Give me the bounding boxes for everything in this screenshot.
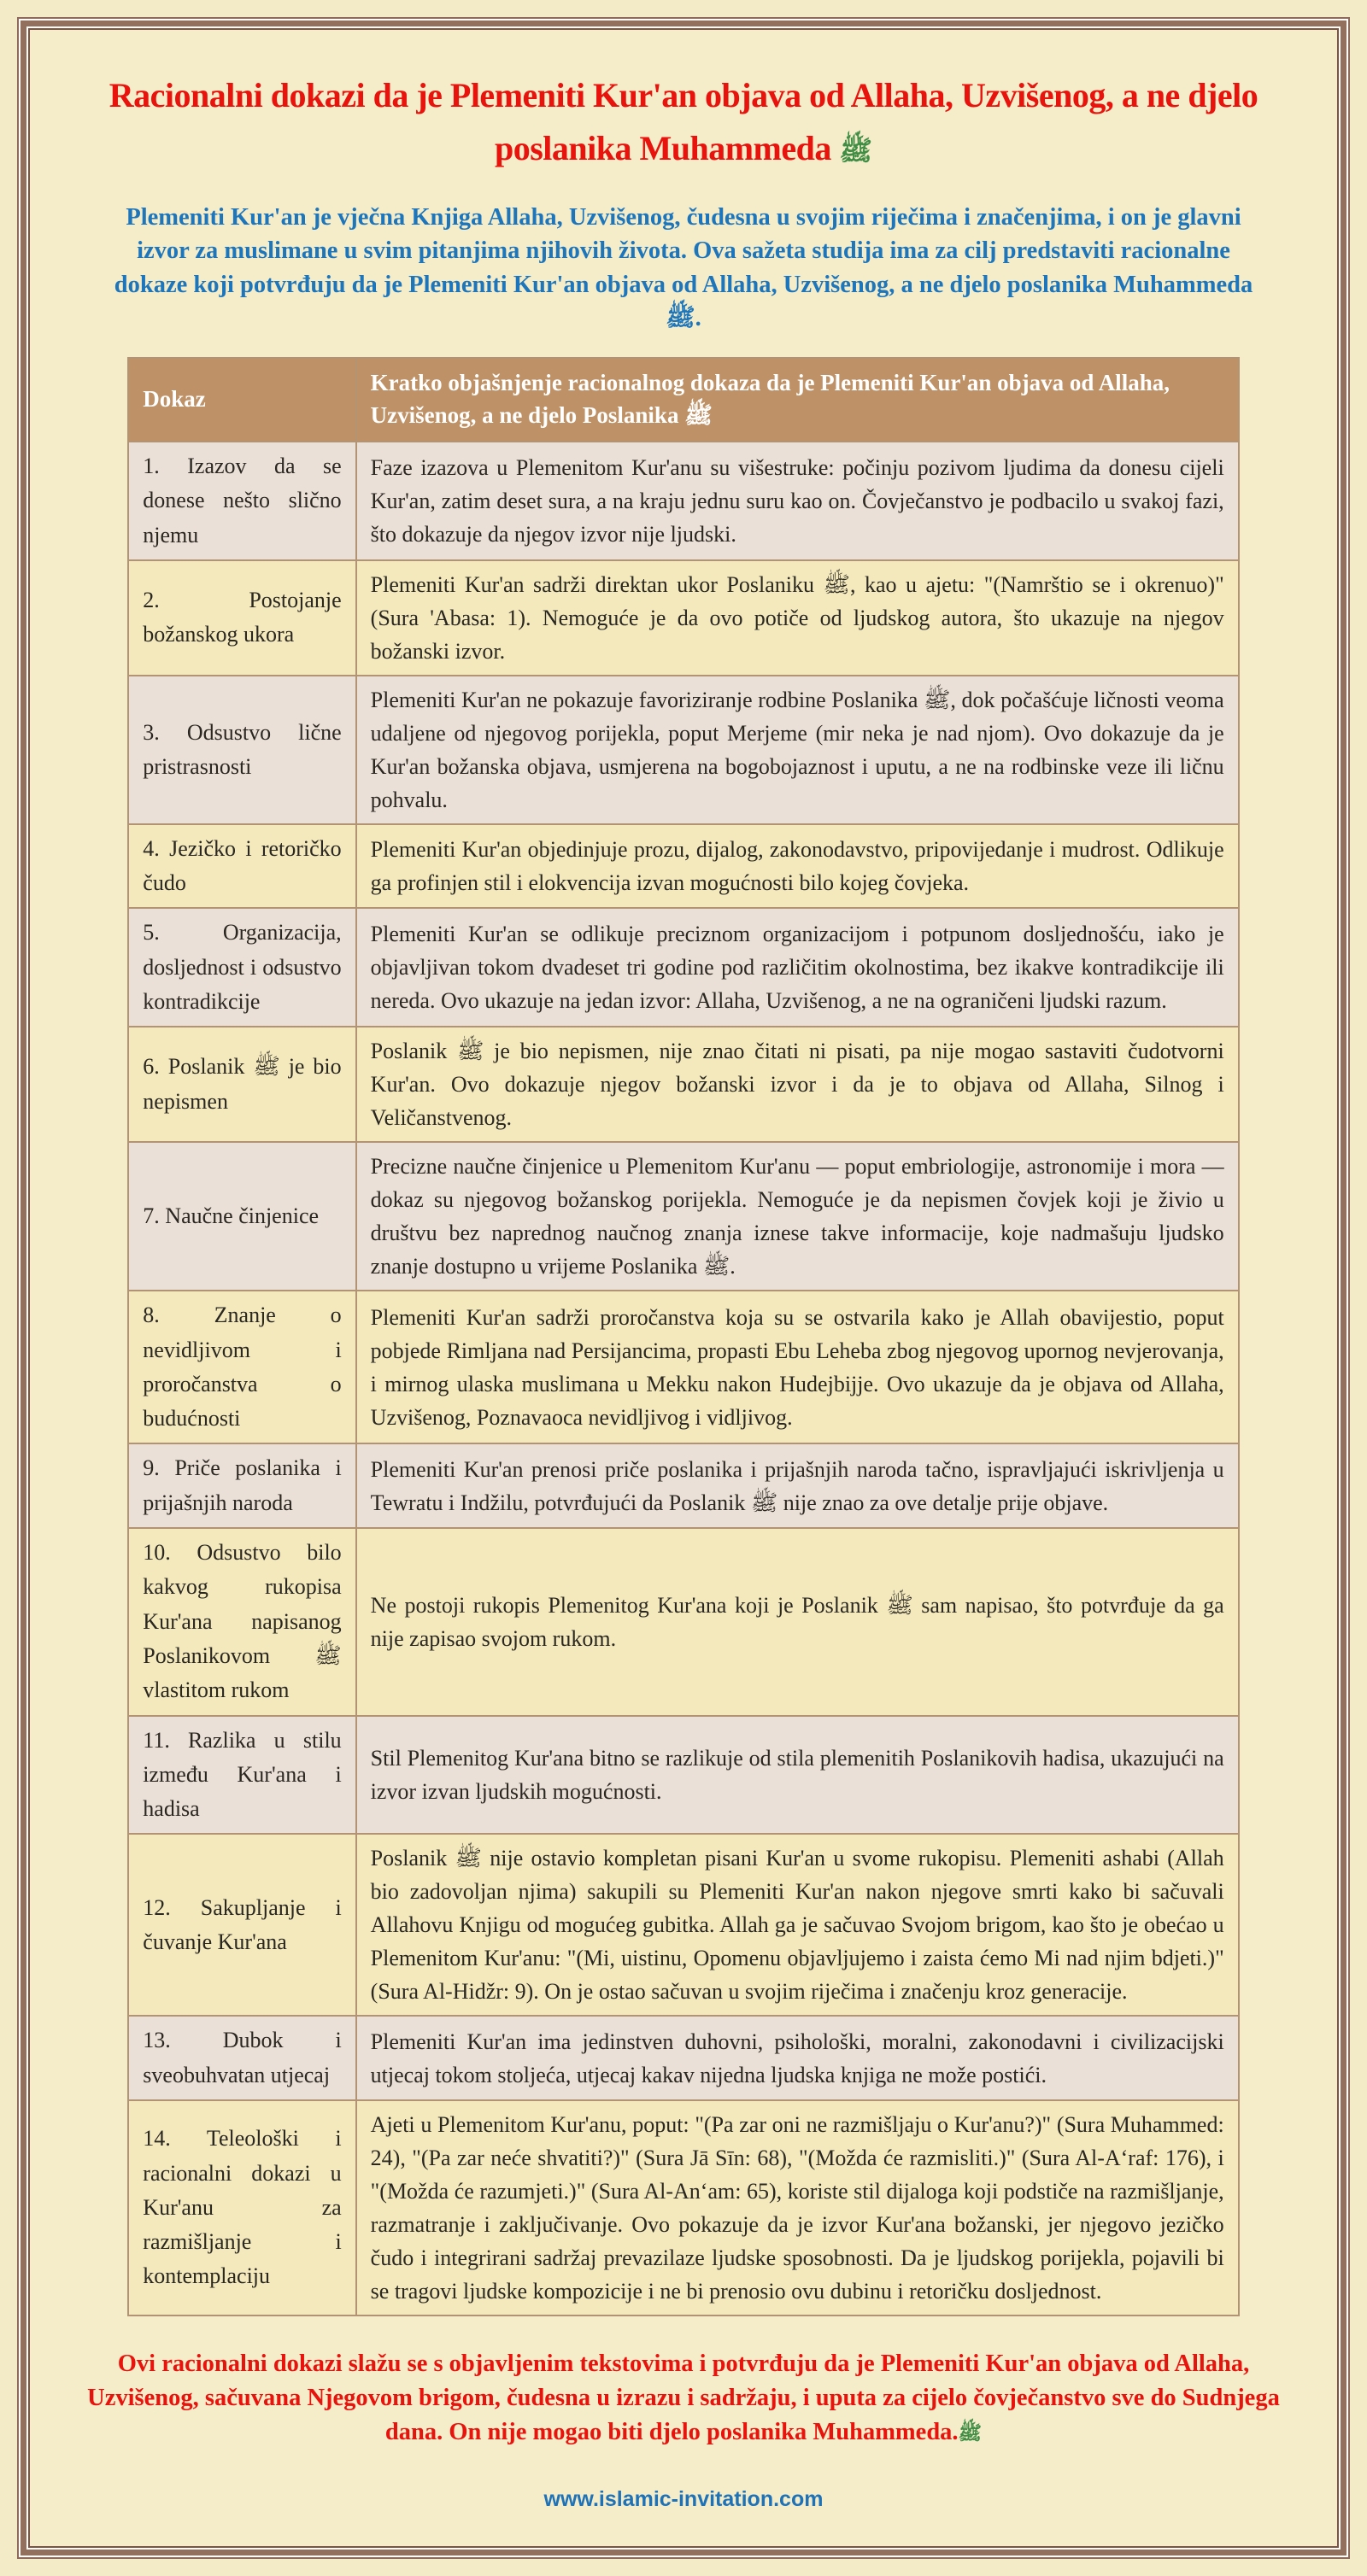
table-row xyxy=(128,2100,1238,2315)
website-link[interactable]: www.islamic-invitation.com xyxy=(543,2486,824,2511)
proof-explanation: Plemeniti Kur'an se odlikuje preciznom organizacijom i potpunom dosljednošću, iako je objavljivan tokom dvadeset tri godine pod različitim okolnostima, bez ikakve kontradikcije ili nereda. Ovo ukazuje na jedan izvor: Allaha, Uzvišenog, a ne na ograničeni ljudski razum. xyxy=(356,908,1239,1027)
proofs-table xyxy=(127,357,1239,2316)
proof-name: 8. Znanje o nevidljivom i proročanstva o budućnosti xyxy=(128,1291,355,1443)
proof-name: 6. Poslanik ﷺ je bio nepismen xyxy=(128,1027,355,1142)
decorative-border-thick xyxy=(21,20,1346,2556)
proof-name: 12. Sakupljanje i čuvanje Kur'ana xyxy=(128,1834,355,2016)
proof-name: 3. Odsustvo lične pristrasnosti xyxy=(128,676,355,824)
table-row xyxy=(128,1834,1238,2016)
table-row xyxy=(128,1142,1238,1291)
table-row xyxy=(128,676,1238,824)
decorative-border-gap xyxy=(19,19,1348,2557)
pbuh-calligraphy-icon: ﷺ xyxy=(958,2421,983,2444)
proof-explanation: Plemeniti Kur'an objedinjuje prozu, dijalog, zakonodavstvo, pripovijedanje i mudrost. Odlikuje ga profinjen stil i elokvencija izvan mogućnosti bilo kojeg čovjeka. xyxy=(356,824,1239,909)
intro-paragraph: Plemeniti Kur'an je vječna Knjiga Allaha, Uzvišenog, čudesna u svojim riječima i značenjima, i on je glavni izvor za muslimane u svim pitanjima njihovih života. Ova sažeta studija ima za cilj predstaviti racionalne dokaze koji potvrđuju da je Plemeniti Kur'an objava od Allaha, Uzvišenog, a ne djelo poslanika Muhammeda ﷺ. xyxy=(114,204,1253,331)
column-header-explanation: Kratko objašnjenje racionalnog dokaza da je Plemeniti Kur'an objava od Allaha, Uzvišenog, a ne djelo Poslanika ﷺ xyxy=(356,358,1239,442)
proof-explanation: Plemeniti Kur'an sadrži direktan ukor Poslaniku ﷺ, kao u ajetu: "(Namrštio se i okrenuo)" (Sura 'Abasa: 1). Nemoguće je da ovo potiče od ljudskog autora, što ukazuje na njegov božanski izvor. xyxy=(356,560,1239,676)
proof-explanation: Plemeniti Kur'an ima jedinstven duhovni, psihološki, moralni, zakonodavni i civilizacijski utjecaj tokom stoljeća, utjecaj kakav nijedna ljudska knjiga ne može postići. xyxy=(356,2016,1239,2100)
proof-name: 13. Dubok i sveobuhvatan utjecaj xyxy=(128,2016,355,2100)
proof-name: 5. Organizacija, dosljednost i odsustvo kontradikcije xyxy=(128,908,355,1027)
proof-explanation: Stil Plemenitog Kur'ana bitno se razlikuje od stila plemenitih Poslanikovih hadisa, ukazujući na izvor izvan ljudskih mogućnosti. xyxy=(356,1716,1239,1835)
decorative-border-gap2 xyxy=(26,26,1341,2550)
proof-explanation: Faze izazova u Plemenitom Kur'anu su višestruke: počinju pozivom ljudima da donesu cijeli Kur'an, zatim deset sura, a na kraju jednu suru kao on. Čovječanstvo je podbacilo u svakoj fazi, što dokazuje da njegov izvor nije ljudski. xyxy=(356,442,1239,560)
proof-name: 1. Izazov da se donese nešto slično njemu xyxy=(128,442,355,560)
proof-name: 9. Priče poslanika i prijašnjih naroda xyxy=(128,1443,355,1528)
table-row xyxy=(128,560,1238,676)
table-header-row xyxy=(128,358,1238,442)
table-row xyxy=(128,2016,1238,2100)
table-row xyxy=(128,1716,1238,1835)
page-title xyxy=(91,69,1276,175)
document-content xyxy=(28,28,1339,2548)
proof-name: 2. Postojanje božanskog ukora xyxy=(128,560,355,676)
title-line-2: poslanika Muhammeda xyxy=(494,129,831,167)
proof-explanation: Ne postoji rukopis Plemenitog Kur'ana koji je Poslanik ﷺ sam napisao, što potvrđuje da ga nije zapisao svojom rukom. xyxy=(356,1528,1239,1715)
pbuh-calligraphy-icon: ﷺ xyxy=(839,135,873,166)
decorative-border-outer xyxy=(17,17,1350,2559)
table-row xyxy=(128,1027,1238,1142)
proof-explanation: Ajeti u Plemenitom Kur'anu, poput: "(Pa zar oni ne razmišljaju o Kur'anu?)" (Sura Muhammed: 24), "(Pa zar neće shvatiti?)" (Sura Jā Sīn: 68), "(Možda će razmisliti.)" (Sura Al-Aʻraf: 176), i "(Možda će razumjeti.)" (Sura Al-Anʻam: 65), koriste stil dijaloga koji podstiče na razmišljanje, razmatranje i zaključivanje. Ovo pokazuje da je izvor Kur'ana božanski, jer njegovo jezičko čudo i integrirani sadržaj prevazilaze ljudske sposobnosti. Da je ljudskog porijekla, pojavili bi se tragovi ljudske kompozicije i ne bi prenosio ovu dubinu i retoričku dosljednost. xyxy=(356,2100,1239,2315)
table-row xyxy=(128,1291,1238,1443)
proof-name: 7. Naučne činjenice xyxy=(128,1142,355,1291)
table-row xyxy=(128,824,1238,909)
proof-name: 10. Odsustvo bilo kakvog rukopisa Kur'ana napisanog Poslanikovom ﷺ vlastitom rukom xyxy=(128,1528,355,1715)
proof-name: 11. Razlika u stilu između Kur'ana i hadisa xyxy=(128,1716,355,1835)
column-header-dokaz: Dokaz xyxy=(128,358,355,442)
title-line-1: Racionalni dokazi da je Plemeniti Kur'an objava od Allaha, Uzvišenog, a ne djelo xyxy=(109,76,1258,114)
table-row xyxy=(128,442,1238,560)
conclusion-paragraph xyxy=(81,2347,1286,2450)
proof-explanation: Plemeniti Kur'an sadrži proročanstva koja su se ostvarila kako je Allah obavijestio, poput pobjede Rimljana nad Persijancima, propasti Ebu Leheba zbog njegovog upornog nevjerovanja, i mirnog ulaska muslimana u Mekku nakon Hudejbijje. Ovo ukazuje da je objava od Allaha, Uzvišenog, Poznavaoca nevidljivog i vidljivog. xyxy=(356,1291,1239,1443)
proof-explanation: Plemeniti Kur'an ne pokazuje favoriziranje rodbine Poslanika ﷺ, dok počašćuje ličnosti veoma udaljene od njegovog porijekla, poput Merjeme (mir neka je nad njom). Ovo dokazuje da je Kur'an božanska objava, usmjerena na bogobojaznost i uputu, a ne na rodbinske veze ili ličnu pohvalu. xyxy=(356,676,1239,824)
proof-explanation: Poslanik ﷺ nije ostavio kompletan pisani Kur'an u svome rukopisu. Plemeniti ashabi (Allah bio zadovoljan njima) sakupili su Plemeniti Kur'an nakon njegove smrti kako bi sačuvali Allahovu Knjigu od mogućeg gubitka. Allah ga je sačuvao Svojom brigom, kao što je obećao u Plemenitom Kur'anu: "(Mi, uistinu, Opomenu objavljujemo i zaista ćemo Mi nad njim bdjeti.)" (Sura Al-Hidžr: 9). On je ostao sačuvan u svojim riječima i značenju kroz generacije. xyxy=(356,1834,1239,2016)
proof-explanation: Poslanik ﷺ je bio nepismen, nije znao čitati ni pisati, pa nije mogao sastaviti čudotvorni Kur'an. Ovo dokazuje njegov božanski izvor i da je to objava od Allaha, Silnog i Veličanstvenog. xyxy=(356,1027,1239,1142)
proof-name: 4. Jezičko i retoričko čudo xyxy=(128,824,355,909)
proof-explanation: Plemeniti Kur'an prenosi priče poslanika i prijašnjih naroda tačno, ispravljajući iskrivljenja u Tewratu i Indžilu, potvrđujući da Poslanik ﷺ nije znao za ove detalje prije objave. xyxy=(356,1443,1239,1528)
website-line xyxy=(66,2487,1301,2512)
table-row xyxy=(128,1528,1238,1715)
conclusion-text: Ovi racionalni dokazi slažu se s objavljenim tekstovima i potvrđuju da je Plemeniti Kur'an objava od Allaha, Uzvišenog, sačuvana Njegovom brigom, čudesna u izrazu i sadržaju, i uputa za cijelo čovječanstvo sve do Sudnjega dana. On nije mogao biti djelo poslanika Muhammeda. xyxy=(87,2351,1280,2445)
proof-explanation: Precizne naučne činjenice u Plemenitom Kur'anu — poput embriologije, astronomije i mora — dokaz su njegovog božanskog porijekla. Nemoguće je da nepismen čovjek koji je živio u društvu bez naprednog naučnog znanja iznese takve informacije, koje nadmašuju ljudsko znanje dostupno u vrijeme Poslanika ﷺ. xyxy=(356,1142,1239,1291)
table-row xyxy=(128,1443,1238,1528)
proof-name: 14. Teleološki i racionalni dokazi u Kur'anu za razmišljanje i kontemplaciju xyxy=(128,2100,355,2315)
table-row xyxy=(128,908,1238,1027)
